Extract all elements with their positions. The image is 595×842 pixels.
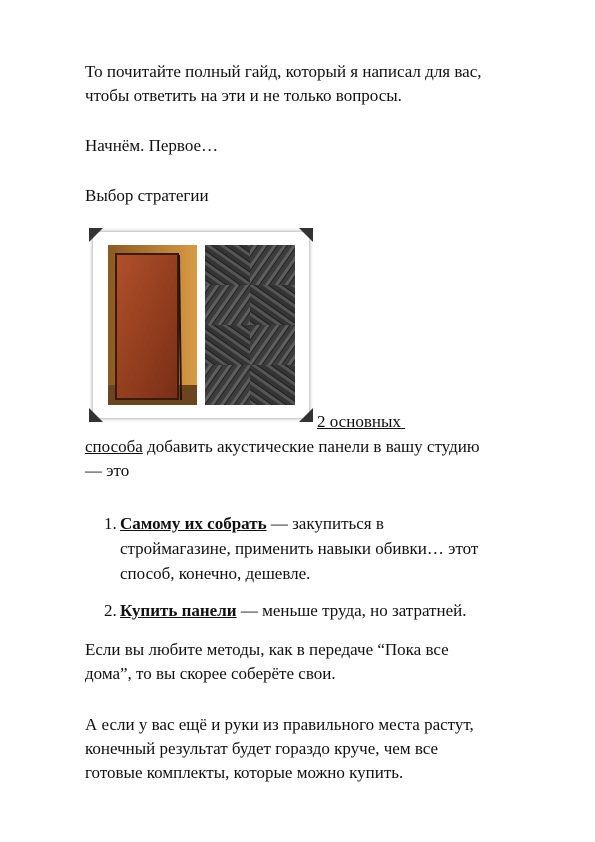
list-item-body — [120, 598, 550, 623]
photo-corner-icon — [299, 228, 313, 242]
photo-corner-icon — [89, 408, 103, 422]
methods-paragraph — [85, 638, 555, 686]
list-number: 1. — [104, 514, 117, 533]
intro-line-1: То почитайте полный гайд, который я написал для вас, — [85, 62, 482, 81]
diy-panels-link[interactable]: Самому их собрать — [120, 514, 267, 533]
section-heading: Выбор стратегии — [85, 186, 209, 205]
figure-caption-text: добавить акустические панели в вашу студию — [142, 437, 480, 456]
intro-paragraph — [85, 60, 555, 108]
foam-panel-image — [205, 245, 295, 405]
photo-corner-icon — [299, 408, 313, 422]
methods-line-2: дома”, то вы скорее соберёте свои. — [85, 664, 336, 683]
list-number: 2. — [104, 601, 117, 620]
list-item-text-1: — закупиться в — [266, 514, 384, 533]
figure-caption-line-2 — [85, 435, 555, 483]
list-item-body — [120, 511, 550, 586]
strategy-link-continued[interactable]: способа — [85, 437, 143, 456]
start-text: Начнём. Первое… — [85, 136, 219, 155]
photo-corner-icon — [89, 228, 103, 242]
result-line-3: готовые комплекты, которые можно купить. — [85, 763, 404, 782]
methods-line-1: Если вы любите методы, как в передаче “Пока все — [85, 640, 449, 659]
figure-caption-line-1 — [317, 410, 557, 434]
figure-caption-dash: — это — [85, 461, 130, 480]
fabric-panel-image — [108, 245, 197, 405]
result-line-2: конечный результат будет гораздо круче, чем все — [85, 739, 439, 758]
intro-line-2: чтобы ответить на эти и не только вопросы. — [85, 86, 402, 105]
result-line-1: А если у вас ещё и руки из правильного места растут, — [85, 715, 474, 734]
list-item-text-3: способ, конечно, дешевле. — [120, 564, 311, 583]
list-item-text-1: — меньше труда, но затратней. — [236, 601, 467, 620]
list-item-text-2: строймагазине, применить навыки обивки… этот — [120, 539, 479, 558]
buy-panels-link[interactable]: Купить панели — [120, 601, 237, 620]
result-paragraph — [85, 713, 555, 785]
acoustic-panels-photo — [93, 232, 309, 418]
strategy-link[interactable]: 2 основных — [317, 412, 406, 431]
